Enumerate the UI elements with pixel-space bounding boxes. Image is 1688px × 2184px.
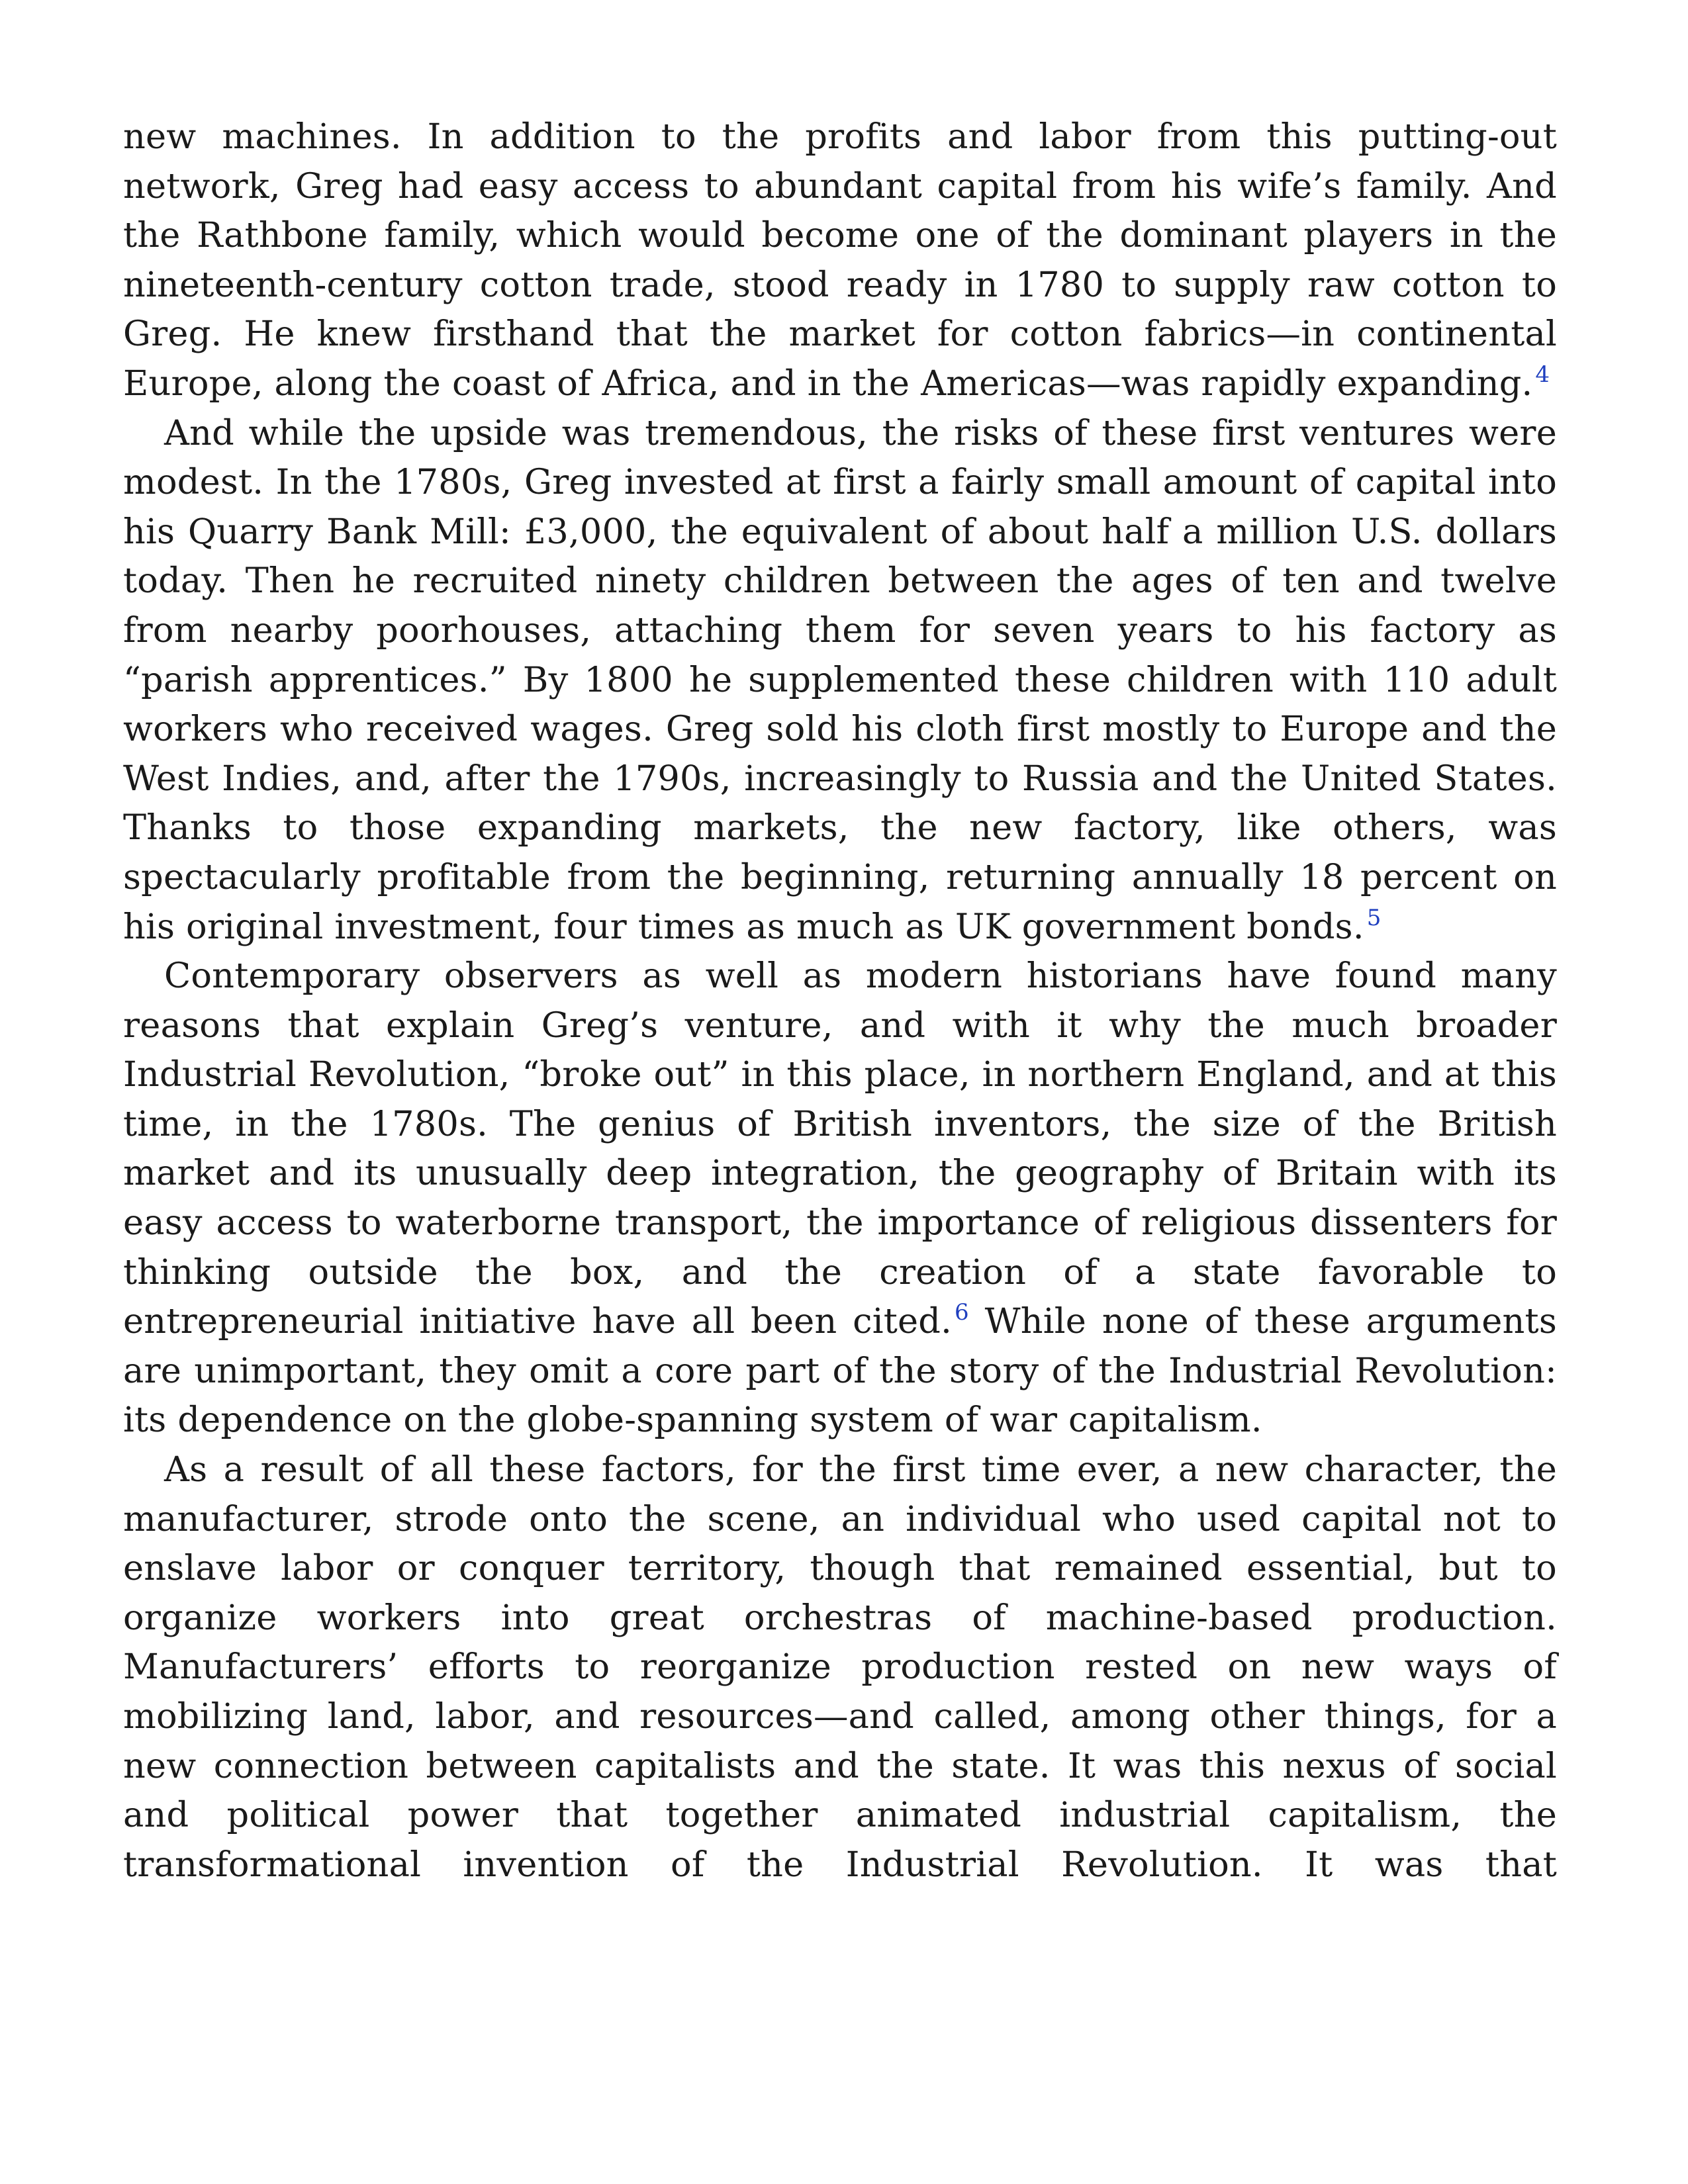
- paragraph-3: [123, 952, 1557, 1445]
- paragraph-text: And while the upside was tremendous, the risks of these first ventures were modest. In the 1780s, Greg invested at first a fairly small amount of capital into his Quarry Bank Mill: £3,000, the equivalent of about half a million U.S. dollars today. Then he recruited ninety children between the ages of ten and twelve from nearby poorhouses, attaching them for seven years to his factory as “parish apprentices.” By 1800 he supplemented these children with 110 adult workers who received wages. Greg sold his cloth first mostly to Europe and the West Indies, and, after the 1790s, increasingly to Russia and the United States. Thanks to those expanding markets, the new factory, like others, was spectacularly profitable from the beginning, returning annually 18 percent on his original investment, four times as much as UK government bonds.: [123, 412, 1557, 947]
- paragraph-4: [123, 1445, 1557, 1889]
- paragraph-2: [123, 409, 1557, 952]
- footnote-link-5[interactable]: 5: [1366, 904, 1382, 931]
- footnote-link-4[interactable]: 4: [1535, 361, 1550, 388]
- footnote-link-6[interactable]: 6: [955, 1299, 969, 1326]
- paragraph-1: [123, 113, 1557, 409]
- paragraph-text: Contemporary observers as well as modern historians have found many reasons that explain Greg’s venture, and with it why the much broader Industrial Revolution, “broke out” in this place, in northern England, and at this time, in the 1780s. The genius of British inventors, the size of the British market and its unusually deep integration, the geography of Britain with its easy access to waterborne transport, the importance of religious dissenters for thinking outside the box, and the creation of a state favorable to entrepreneurial initiative have all been cited.: [123, 956, 1557, 1342]
- page-body: [123, 113, 1557, 1889]
- paragraph-text: As a result of all these factors, for the first time ever, a new character, the manufacturer, strode onto the scene, an individual who used capital not to enslave labor or conquer territory, though that remained essential, but to organize workers into great orchestras of machine-based production. Manufacturers’ efforts to reorganize production rested on new ways of mobilizing land, labor, and resources—and called, among other things, for a new connection between capitalists and the state. It was this nexus of social and political power that together animated industrial capitalism, the transformational invention of the Industrial Revolution. It was that: [123, 1449, 1557, 1885]
- paragraph-text: new machines. In addition to the profits and labor from this putting-out network, Greg had easy access to abundant capital from his wife’s family. And the Rathbone family, which would become one of the dominant players in the nineteenth-century cotton trade, stood ready in 1780 to supply raw cotton to Greg. He knew firsthand that the market for cotton fabrics—in continental Europe, along the coast of Africa, and in the Americas—was rapidly expanding.: [123, 116, 1557, 404]
- paragraph-text-continued: While none of these arguments are unimportant, they omit a core part of the story of the Industrial Revolution: its dependence on the globe-spanning system of war capitalism.: [123, 1301, 1557, 1441]
